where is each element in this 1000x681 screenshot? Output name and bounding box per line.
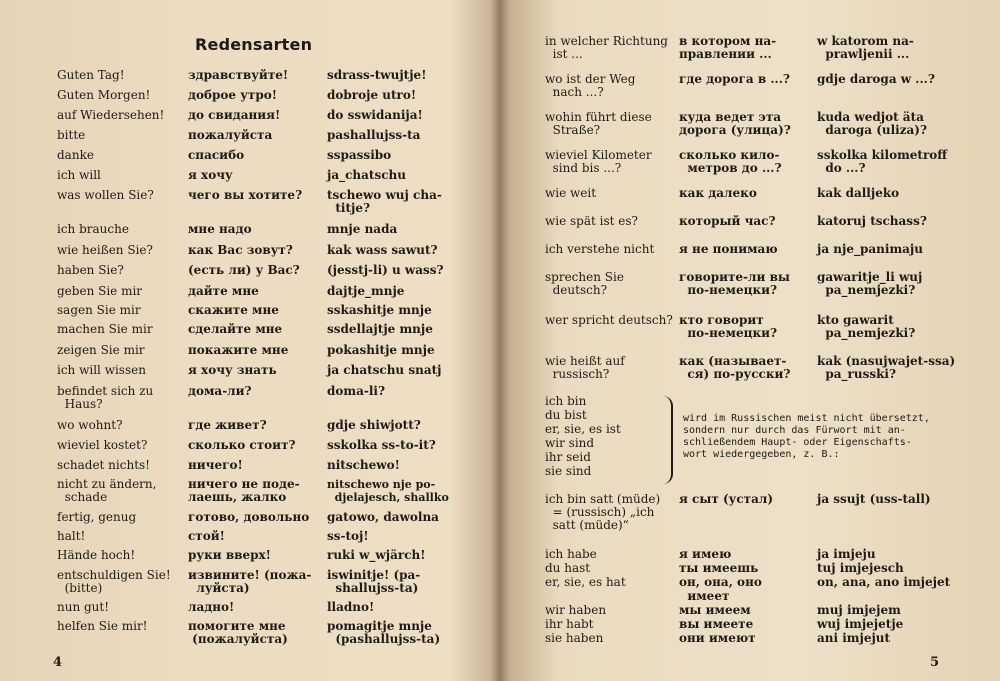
transliteration: kto gawarit pa_nemjezki? (817, 313, 916, 340)
german-phrase: befindet sich zu Haus? (57, 384, 154, 411)
russian-phrase: который час? (679, 214, 776, 228)
russian-phrase: я имею ты имеешь он, она, оно имеет (679, 547, 762, 603)
german-phrase: Guten Tag! (57, 68, 125, 82)
german-phrase: bitte (57, 128, 86, 142)
russian-phrase: я хочу знать (188, 363, 277, 377)
german-phrase: ich habe du hast er, sie, es hat (545, 547, 626, 589)
german-phrase: wieviel kostet? (57, 438, 148, 452)
transliteration: pomagitje mnje (pashallujss-ta) (327, 619, 441, 646)
german-phrase: sprechen Sie deutsch? (545, 270, 624, 297)
german-phrase: wie weit (545, 186, 597, 200)
german-phrase: geben Sie mir (57, 284, 143, 298)
transliteration: doma-li? (327, 384, 385, 398)
page-number-right: 5 (930, 655, 940, 670)
transliteration: gdje daroga w ...? (817, 72, 935, 86)
transliteration: sskolka ss-to-it? (327, 438, 436, 452)
transliteration: dajtje_mnje (327, 284, 405, 298)
transliteration: kak (nasujwajet-ssa) pa_russki? (817, 354, 956, 381)
russian-phrase: стой! (188, 529, 225, 543)
transliteration: kak dalljeko (817, 186, 900, 200)
russian-phrase: мне надо (188, 222, 252, 236)
russian-phrase: ничего! (188, 458, 243, 472)
russian-phrase: я не понимаю (679, 242, 778, 256)
transliteration: kak wass sawut? (327, 243, 438, 257)
german-phrase: wohin führt diese Straße? (545, 110, 652, 137)
transliteration: sdrass-twujtje! (327, 68, 427, 82)
russian-phrase: где дорога в ...? (679, 72, 790, 86)
russian-phrase: покажите мне (188, 343, 289, 357)
transliteration: ja_chatschu (327, 168, 406, 182)
russian-phrase: куда ведет эта дорога (улица)? (679, 110, 791, 137)
russian-phrase: здравствуйте! (188, 68, 289, 82)
transliteration: ssdellajtje mnje (327, 322, 433, 336)
pronoun-item: sie sind (545, 464, 592, 478)
transliteration: do sswidanija! (327, 108, 423, 122)
german-phrase: machen Sie mir (57, 322, 153, 336)
transliteration: (jesstj-li) u wass? (327, 263, 444, 277)
transliteration: ja chatschu snatj (327, 363, 442, 377)
german-phrase: helfen Sie mir! (57, 619, 148, 633)
german-phrase: ich brauche (57, 222, 129, 236)
transliteration: sskolka kilometroff do ...? (817, 148, 948, 175)
russian-phrase: дома-ли? (188, 384, 252, 398)
transliteration: nitschewo nje po- djelajesch, shallko (327, 478, 449, 504)
page-number-left: 4 (53, 655, 63, 670)
german-phrase: sagen Sie mir (57, 303, 141, 317)
transliteration: ruki w_wjärch! (327, 548, 426, 562)
russian-phrase: извините! (пожа- луйста) (188, 568, 312, 595)
transliteration: gawaritje_li wuj pa_nemjezki? (817, 270, 923, 297)
transliteration: kuda wedjot äta daroga (uliza)? (817, 110, 928, 137)
german-phrase: Hände hoch! (57, 548, 136, 562)
page-heading: Redensarten (195, 35, 313, 54)
german-phrase: wieviel Kilometer sind bis ...? (545, 148, 652, 175)
transliteration: muj imjejem wuj imjejetje ani imjejut (817, 603, 904, 645)
russian-phrase: помогите мне (пожалуйста) (188, 619, 288, 646)
german-phrase: wer spricht deutsch? (545, 313, 673, 327)
german-phrase: ich will (57, 168, 101, 182)
russian-phrase: говорите-ли вы по-немецки? (679, 270, 790, 297)
german-phrase: wo wohnt? (57, 418, 123, 432)
russian-phrase: скажите мне (188, 303, 279, 317)
russian-phrase: до свидания! (188, 108, 281, 122)
pronoun-item: wir sind (545, 436, 595, 450)
german-phrase: nicht zu ändern, schade (57, 477, 157, 504)
german-phrase: ich bin satt (müde) = (russisch) „ich satt (müde)“ (545, 492, 661, 532)
german-phrase: entschuldigen Sie! (bitte) (57, 568, 171, 595)
transliteration: sspassibo (327, 148, 392, 162)
russian-phrase: доброе утро! (188, 88, 277, 102)
russian-phrase: в котором на- правлении ... (679, 34, 777, 61)
german-phrase: nun gut! (57, 600, 110, 614)
german-phrase: wie heißt auf russisch? (545, 354, 625, 381)
transliteration: ss-toj! (327, 529, 369, 543)
russian-phrase: чего вы хотите? (188, 188, 303, 202)
german-phrase: ich verstehe nicht (545, 242, 655, 256)
german-phrase: wie spät ist es? (545, 214, 638, 228)
german-phrase: wo ist der Weg nach ...? (545, 72, 636, 99)
grammar-note: wird im Russischen meist nicht übersetzt, sondern nur durch das Fürwort mit an- schließendem Haupt- oder Eigenschafts- wort wiedergegeben, z. B.: (683, 413, 930, 460)
german-phrase: zeigen Sie mir (57, 343, 145, 357)
transliteration: w katorom na- prawljenii ... (817, 34, 914, 61)
russian-phrase: как Вас зовут? (188, 243, 293, 257)
russian-phrase: где живет? (188, 418, 267, 432)
transliteration: pokashitje mnje (327, 343, 435, 357)
transliteration: gatowo, dawolna (327, 510, 439, 524)
german-phrase: wir haben ihr habt sie haben (545, 603, 607, 645)
russian-phrase: (есть ли) у Вас? (188, 263, 300, 277)
transliteration: ja nje_panimaju (817, 242, 923, 256)
german-phrase: wie heißen Sie? (57, 243, 153, 257)
transliteration: gdje shiwjott? (327, 418, 421, 432)
russian-phrase: как далеко (679, 186, 757, 200)
transliteration: dobroje utro! (327, 88, 417, 102)
german-phrase: was wollen Sie? (57, 188, 154, 202)
transliteration: ja imjeju tuj imjejesch on, ana, ano imjejet (817, 547, 951, 589)
pronoun-item: du bist (545, 408, 587, 422)
german-phrase: Guten Morgen! (57, 88, 151, 102)
transliteration: pashallujss-ta (327, 128, 421, 142)
transliteration: lladno! (327, 600, 375, 614)
transliteration: tschewo wuj cha- titje? (327, 188, 442, 215)
german-phrase: halt! (57, 529, 86, 543)
russian-phrase: спасибо (188, 148, 245, 162)
curly-brace (663, 396, 673, 484)
transliteration: nitschewo! (327, 458, 400, 472)
russian-phrase: готово, довольно (188, 510, 310, 524)
russian-phrase: ничего не поде- лаешь, жалко (188, 477, 300, 504)
german-phrase: auf Wiedersehen! (57, 108, 165, 122)
russian-phrase: сколько стоит? (188, 438, 296, 452)
transliteration: mnje nada (327, 222, 398, 236)
russian-phrase: как (называет- ся) по-русски? (679, 354, 791, 381)
russian-phrase: кто говорит по-немецки? (679, 313, 778, 340)
russian-phrase: сколько кило- метров до ...? (679, 148, 782, 175)
german-phrase: schadet nichts! (57, 458, 150, 472)
transliteration: sskashitje mnje (327, 303, 432, 317)
pronoun-item: ihr seid (545, 450, 591, 464)
russian-phrase: мы имеем вы имеете они имеют (679, 603, 756, 645)
transliteration: katoruj tschass? (817, 214, 927, 228)
russian-phrase: я хочу (188, 168, 233, 182)
russian-phrase: пожалуйста (188, 128, 273, 142)
russian-phrase: дайте мне (188, 284, 259, 298)
russian-phrase: ладно! (188, 600, 235, 614)
transliteration: ja ssujt (uss-tall) (817, 492, 931, 506)
german-phrase: ich will wissen (57, 363, 146, 377)
pronoun-item: er, sie, es ist (545, 422, 621, 436)
transliteration: iswinitje! (pa- shallujss-ta) (327, 568, 421, 595)
german-phrase: fertig, genug (57, 510, 137, 524)
pronoun-item: ich bin (545, 394, 587, 408)
german-phrase: haben Sie? (57, 263, 124, 277)
russian-phrase: я сыт (устал) (679, 492, 774, 506)
russian-phrase: сделайте мне (188, 322, 283, 336)
german-phrase: in welcher Richtung ist ... (545, 34, 668, 61)
german-phrase: danke (57, 148, 94, 162)
russian-phrase: руки вверх! (188, 548, 271, 562)
